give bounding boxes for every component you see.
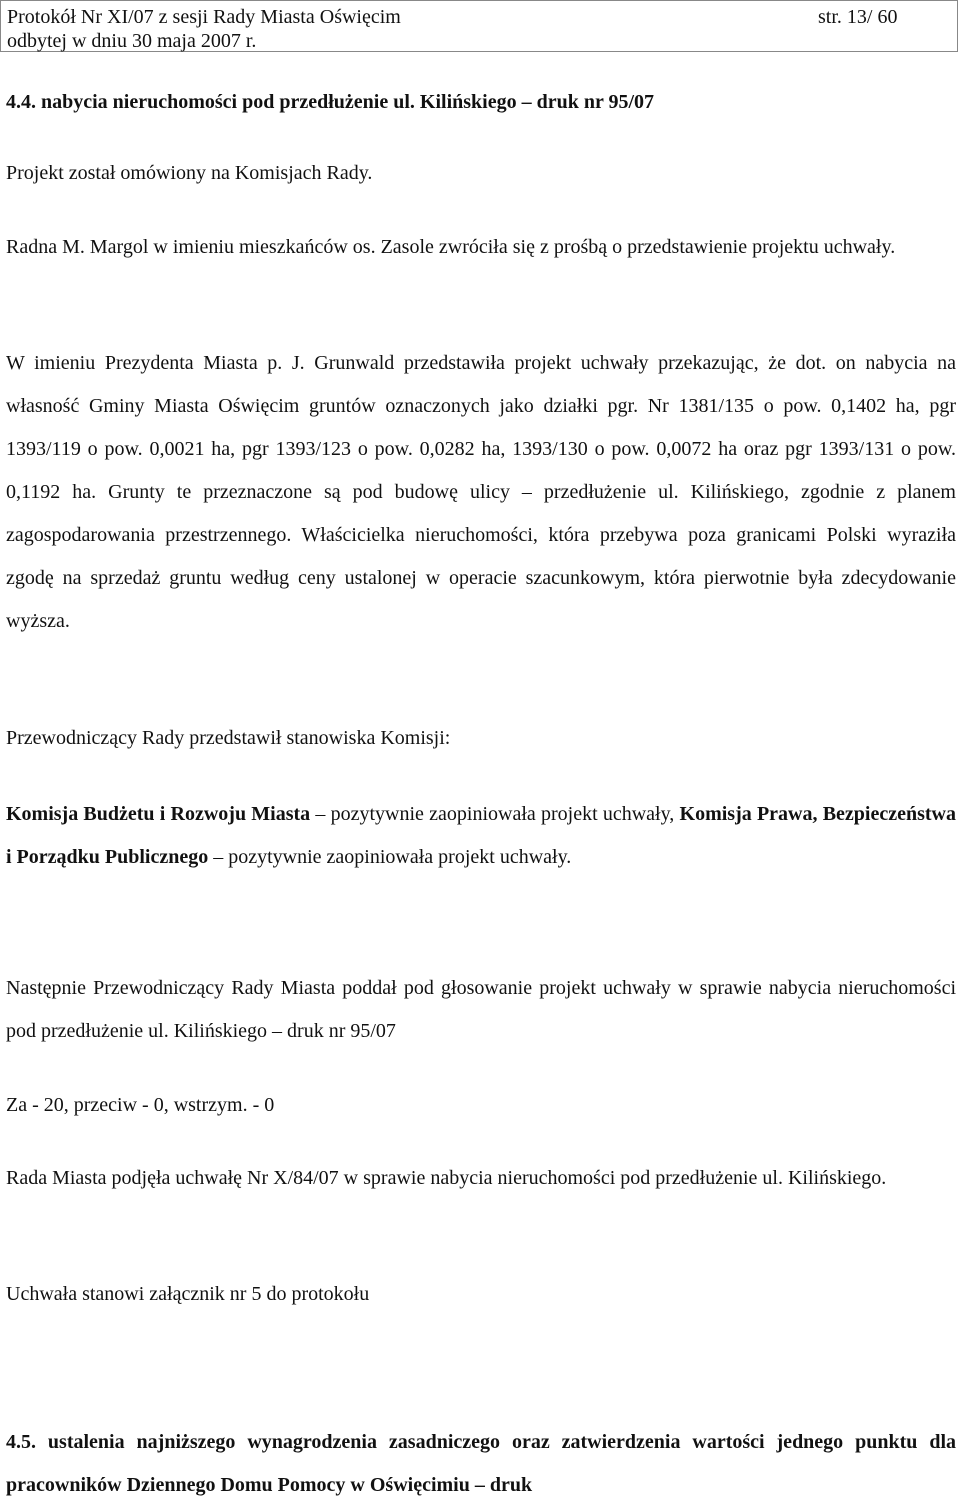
commission-budget-opinion: – pozytywnie zaopiniowała projekt uchwały, (310, 803, 680, 825)
header-page-number: str. 13/ 60 (818, 6, 898, 28)
header-subtitle: odbytej w dniu 30 maja 2007 r. (7, 30, 257, 52)
commission-law-name: Komisja Prawa, Bezpieczeństwa i Porządku Publicznego (6, 803, 956, 868)
paragraph-commissions: Projekt został omówiony na Komisjach Rady. (6, 162, 373, 184)
paragraph-project-presentation: W imieniu Prezydenta Miasta p. J. Grunwald przedstawiła projekt uchwały przekazując, że dot. on nabycia na własność Gminy Miasta Oświęcim gruntów oznaczonych jako działki pgr. Nr 1381/135 o pow. 0,1402 ha, pgr 1393/119 o pow. 0,0021 ha, pgr 1393/123 o pow. 0,0282 ha, 1393/130 o pow. 0,0072 ha oraz pgr 1393/131 o pow. 0,1192 ha. Grunty te przeznaczone są pod budowę ulicy – przedłużenie ul. Kilińskiego, zgodnie z planem zagospodarowania przestrzennego. Właścicielka nieruchomości, która przebywa poza granicami Polski wyraziła zgodę na sprzedaż gruntu według ceny ustalonej w operacie szacunkowym, która pierwotnie była zdecydowanie wyższa. (6, 352, 956, 632)
paragraph-commission-opinions (6, 793, 956, 879)
paragraph-attachment: Uchwała stanowi załącznik nr 5 do protokołu (6, 1283, 370, 1305)
paragraph-councillor-request: Radna M. Margol w imieniu mieszkańców os. Zasole zwróciła się z prośbą o przedstawienie projektu uchwały. (6, 236, 896, 258)
commission-budget-name: Komisja Budżetu i Rozwoju Miasta (6, 803, 311, 825)
paragraph-chairman-commissions: Przewodniczący Rady przedstawił stanowiska Komisji: (6, 727, 451, 749)
paragraph-vote-call: Następnie Przewodniczący Rady Miasta poddał pod głosowanie projekt uchwały w sprawie nabycia nieruchomości pod przedłużenie ul. Kilińskiego – druk nr 95/07 (6, 977, 956, 1042)
section-heading-4-5: 4.5. ustalenia najniższego wynagrodzenia zasadniczego oraz zatwierdzenia wartości jednego punktu dla pracowników Dziennego Domu Pomocy w Oświęcimiu – druk (6, 1431, 956, 1496)
section-heading-4-4: 4.4. nabycia nieruchomości pod przedłużenie ul. Kilińskiego – druk nr 95/07 (6, 91, 655, 113)
vote-result: Za - 20, przeciw - 0, wstrzym. - 0 (6, 1094, 275, 1116)
paragraph-resolution: Rada Miasta podjęła uchwałę Nr X/84/07 w sprawie nabycia nieruchomości pod przedłużenie ul. Kilińskiego. (6, 1167, 887, 1189)
page-header (0, 0, 958, 52)
commission-law-opinion: – pozytywnie zaopiniowała projekt uchwały. (208, 846, 572, 868)
header-title: Protokół Nr XI/07 z sesji Rady Miasta Oświęcim (7, 6, 401, 28)
